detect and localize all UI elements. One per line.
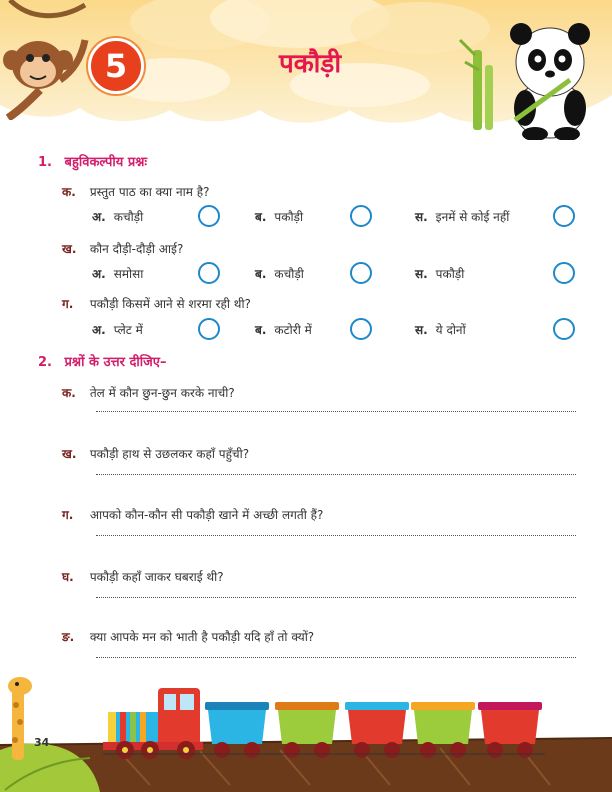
- question-label: क.: [62, 386, 76, 400]
- question-label: ङ.: [62, 630, 75, 644]
- question-text: पकौड़ी किसमें आने से शरमा रही थी?: [89, 297, 251, 311]
- footer-illustration: [0, 650, 612, 792]
- question-text: पकौड़ी कहाँ जाकर घबराई थी?: [89, 570, 224, 584]
- mcq-question: [62, 295, 251, 312]
- option: [92, 265, 143, 282]
- question-label: ग.: [62, 508, 74, 522]
- section-1-heading: [38, 152, 147, 170]
- question-text: तेल में कौन छुन-छुन करके नाची?: [89, 386, 235, 400]
- question-label: घ.: [62, 570, 74, 584]
- question-text: प्रस्तुत पाठ का क्या नाम है?: [89, 185, 210, 199]
- option-text: पकौड़ी: [435, 267, 465, 281]
- option-text: प्लेट में: [113, 323, 143, 337]
- option-text: कचौड़ी: [274, 267, 304, 281]
- answer-circle[interactable]: [350, 318, 372, 340]
- question-label: ख.: [62, 242, 77, 256]
- answer-circle[interactable]: [553, 318, 575, 340]
- option-text: ये दोनों: [435, 323, 466, 337]
- section-2-heading: [38, 352, 166, 370]
- short-answer-question: [62, 506, 323, 523]
- option: [415, 321, 466, 338]
- option-text: पकौड़ी: [274, 210, 304, 224]
- header-banner: [0, 0, 612, 140]
- option: [415, 208, 509, 225]
- mcq-question: [62, 183, 209, 200]
- option-label: ब.: [255, 267, 267, 281]
- short-answer-question: [62, 628, 314, 645]
- chapter-number: 5: [104, 47, 128, 85]
- section-1-title: बहुविकल्पीय प्रश्नः: [64, 155, 148, 170]
- section-2-title: प्रश्नों के उत्तर दीजिए–: [64, 355, 167, 370]
- section-2-number: 2.: [38, 355, 52, 370]
- answer-circle[interactable]: [198, 318, 220, 340]
- panda-illustration: [455, 10, 605, 140]
- option: [415, 265, 464, 282]
- option: [92, 208, 143, 225]
- option-label: स.: [415, 267, 428, 281]
- option-label: स.: [415, 210, 428, 224]
- answer-line[interactable]: [96, 535, 576, 536]
- option-label: अ.: [92, 267, 106, 281]
- option: [92, 321, 143, 338]
- option-text: इनमें से कोई नहीं: [435, 210, 510, 224]
- answer-line[interactable]: [96, 597, 576, 598]
- option-label: अ.: [92, 323, 106, 337]
- option-text: कचौड़ी: [113, 210, 144, 224]
- question-text: आपको कौन-कौन सी पकौड़ी खाने में अच्छी लगती हैं?: [89, 508, 324, 522]
- option-text: कटोरी में: [274, 323, 312, 337]
- mcq-question: [62, 240, 183, 257]
- option-label: स.: [415, 323, 428, 337]
- short-answer-question: [62, 384, 235, 401]
- option: [255, 321, 312, 338]
- answer-line[interactable]: [96, 411, 576, 412]
- answer-circle[interactable]: [553, 262, 575, 284]
- answer-circle[interactable]: [198, 262, 220, 284]
- answer-circle[interactable]: [553, 205, 575, 227]
- lesson-title: पकौड़ी: [278, 49, 342, 79]
- option-text: समोसा: [113, 267, 144, 281]
- option: [255, 265, 304, 282]
- answer-circle[interactable]: [198, 205, 220, 227]
- question-text: क्या आपके मन को भाती है पकौड़ी यदि हाँ तो क्यों?: [89, 630, 315, 644]
- section-1-number: 1.: [38, 155, 52, 170]
- answer-circle[interactable]: [350, 262, 372, 284]
- question-label: क.: [62, 185, 76, 199]
- option: [255, 208, 303, 225]
- page-number: 34: [34, 736, 50, 749]
- option-label: ब.: [255, 210, 267, 224]
- monkey-illustration: [0, 0, 90, 120]
- question-text: पकौड़ी हाथ से उछलकर कहाँ पहुँची?: [89, 447, 250, 461]
- train-engine: [103, 688, 203, 759]
- question-label: ख.: [62, 447, 77, 461]
- answer-line[interactable]: [96, 474, 576, 475]
- question-label: ग.: [62, 297, 74, 311]
- question-text: कौन दौड़ी-दौड़ी आई?: [89, 242, 184, 256]
- answer-circle[interactable]: [350, 205, 372, 227]
- short-answer-question: [62, 568, 224, 585]
- option-label: अ.: [92, 210, 106, 224]
- short-answer-question: [62, 445, 249, 462]
- chapter-number-badge: [88, 38, 144, 94]
- option-label: ब.: [255, 323, 267, 337]
